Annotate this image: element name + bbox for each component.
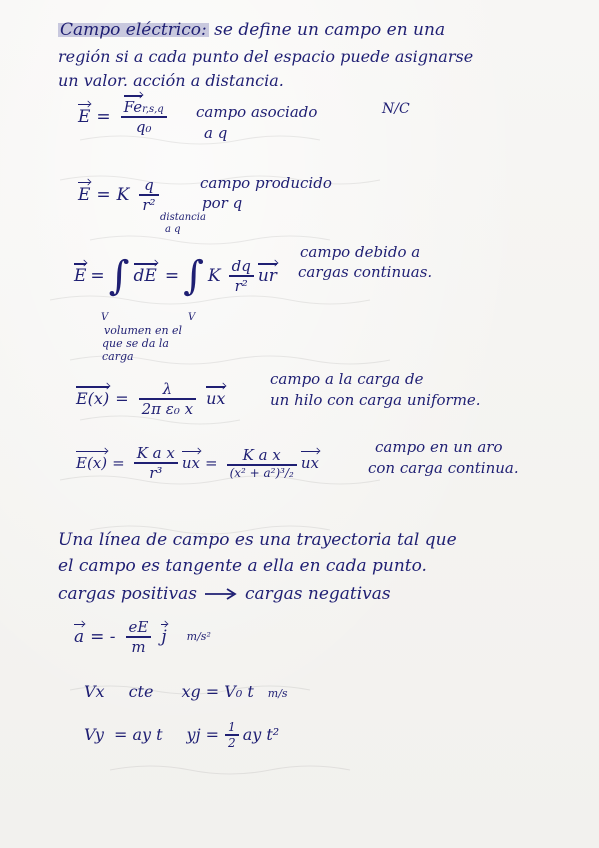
- formula3-u: ur: [257, 266, 277, 286]
- accel-den: m: [131, 637, 146, 656]
- formula5-den1: r³: [149, 463, 163, 482]
- formula3-den: r²: [234, 276, 248, 295]
- formula5-fraction-2: [227, 446, 297, 480]
- formula2-num: q: [144, 176, 154, 194]
- formula3-sub-v-1: V: [101, 312, 109, 323]
- accel-num: eE: [128, 618, 149, 636]
- intro-line-3: un valor. acción a distancia.: [58, 71, 284, 90]
- formula2-lhs: E: [78, 184, 91, 205]
- formula2-den: r²: [142, 195, 156, 214]
- formula3-desc-2: cargas continuas.: [298, 263, 433, 281]
- formula3-num: dq: [231, 257, 251, 276]
- integral-symbol: ∫: [183, 253, 204, 299]
- yj-frac-den: 2: [228, 735, 236, 750]
- formula1-den: q₀: [135, 117, 152, 136]
- formula3-vol-note-3: carga: [102, 350, 134, 363]
- formula5-fraction-1: [134, 444, 178, 482]
- formula1-desc-1: campo asociado: [196, 103, 318, 121]
- kinematics-vy-line: [84, 720, 279, 750]
- formula5-desc-2: con carga continua.: [368, 459, 519, 477]
- formula4-den: 2π ε₀ x: [141, 399, 194, 418]
- formula3-lhs: E: [74, 266, 87, 286]
- formula5-desc-1: campo en un aro: [375, 438, 503, 456]
- negative-charges-label: cargas negativas: [244, 584, 391, 604]
- equals-sign: =: [115, 389, 129, 409]
- xg-unit: m/s: [267, 687, 288, 700]
- formula-aceleracion: [74, 618, 211, 656]
- formula2-den-note-2: a q: [165, 224, 181, 235]
- formula4-num: λ: [162, 380, 173, 398]
- formula2-desc-1: campo producido: [200, 174, 332, 192]
- formula1-num-sub: r,s,q: [142, 104, 164, 115]
- accel-lhs: a: [74, 626, 85, 647]
- accel-unit: m/s²: [186, 630, 211, 644]
- formula1-num: Fe: [123, 98, 143, 116]
- vx-value: cte: [128, 682, 154, 701]
- formula2-den-note-1: distancia: [160, 212, 206, 223]
- xg-equation: xg = V₀ t: [181, 682, 254, 701]
- intro-line-2: región si a cada punto del espacio puede asignarse: [58, 47, 474, 66]
- formula5-den2: (x² + a²)³/₂: [229, 465, 294, 480]
- intro-title: Campo eléctrico:: [60, 20, 207, 40]
- vx-label: Vx: [84, 682, 105, 701]
- equals-sign: =: [96, 184, 111, 205]
- formula3-sub-v-2: V: [188, 312, 196, 323]
- integral-symbol: ∫: [108, 253, 130, 299]
- formula1-fraction: [121, 98, 167, 136]
- formula4-lhs: E(x): [76, 389, 110, 409]
- intro-line1-rest: se define un campo en una: [214, 20, 446, 40]
- equals-sign: =: [164, 266, 180, 286]
- yj-rest: ay t²: [242, 725, 280, 745]
- equals-sign: =: [90, 266, 105, 286]
- equals-sign: =: [96, 106, 111, 127]
- formula-campo-producido: [78, 176, 163, 214]
- formula3-vol-note-1: volumen en el: [104, 324, 183, 337]
- formula-campo-hilo: [76, 380, 225, 418]
- positive-charges-label: cargas positivas: [58, 584, 197, 604]
- equals-sign: =: [112, 453, 125, 472]
- yj-label: yj =: [186, 725, 220, 745]
- formula3-fraction: [229, 257, 254, 295]
- field-lines-line-2: el campo es tangente a ella en cada punto.: [58, 556, 427, 576]
- formula-campo-aro: [76, 444, 319, 482]
- accel-fraction: [126, 618, 152, 656]
- formula3-vol-note-2: que se da la: [102, 337, 169, 350]
- formula-campo-cargas-continuas: [74, 253, 277, 299]
- yj-fraction: [225, 720, 239, 750]
- equals-sign: =: [204, 453, 218, 472]
- formula3-desc-1: campo debido a: [300, 243, 421, 261]
- vy-value: = ay t: [113, 725, 163, 745]
- formula4-desc-2: un hilo con carga uniforme.: [270, 391, 481, 409]
- formula3-int1: dE: [133, 266, 157, 286]
- formula1-unit: N/C: [382, 101, 410, 117]
- formula-campo-asociado: [78, 98, 171, 136]
- formula3-k: K: [207, 266, 221, 286]
- formula4-u: ux: [206, 389, 226, 409]
- formula5-num2: K a x: [242, 446, 281, 464]
- kinematics-vx-line: [84, 682, 288, 701]
- formula5-num1: K a x: [136, 444, 175, 462]
- accel-u: j: [161, 626, 167, 647]
- field-lines-line-3: [58, 584, 391, 604]
- formula2-desc-2: por q: [202, 194, 243, 212]
- formula5-u1: ux: [181, 453, 200, 472]
- formula5-u2: ux: [300, 453, 319, 472]
- accel-eq: = -: [90, 626, 116, 647]
- vy-label: Vy: [84, 725, 104, 745]
- formula2-fraction: [139, 176, 158, 214]
- yj-frac-num: 1: [228, 720, 236, 734]
- arrow-right-icon: [203, 588, 239, 600]
- intro-line-1: [58, 20, 445, 40]
- formula4-desc-1: campo a la carga de: [270, 370, 424, 388]
- formula4-fraction: [139, 380, 196, 418]
- field-lines-line-1: Una línea de campo es una trayectoria tal que: [58, 530, 457, 550]
- formula5-lhs: E(x): [76, 453, 108, 472]
- formula1-desc-2: a q: [204, 124, 228, 142]
- formula2-k: K: [116, 184, 130, 205]
- formula1-lhs: E: [78, 106, 91, 127]
